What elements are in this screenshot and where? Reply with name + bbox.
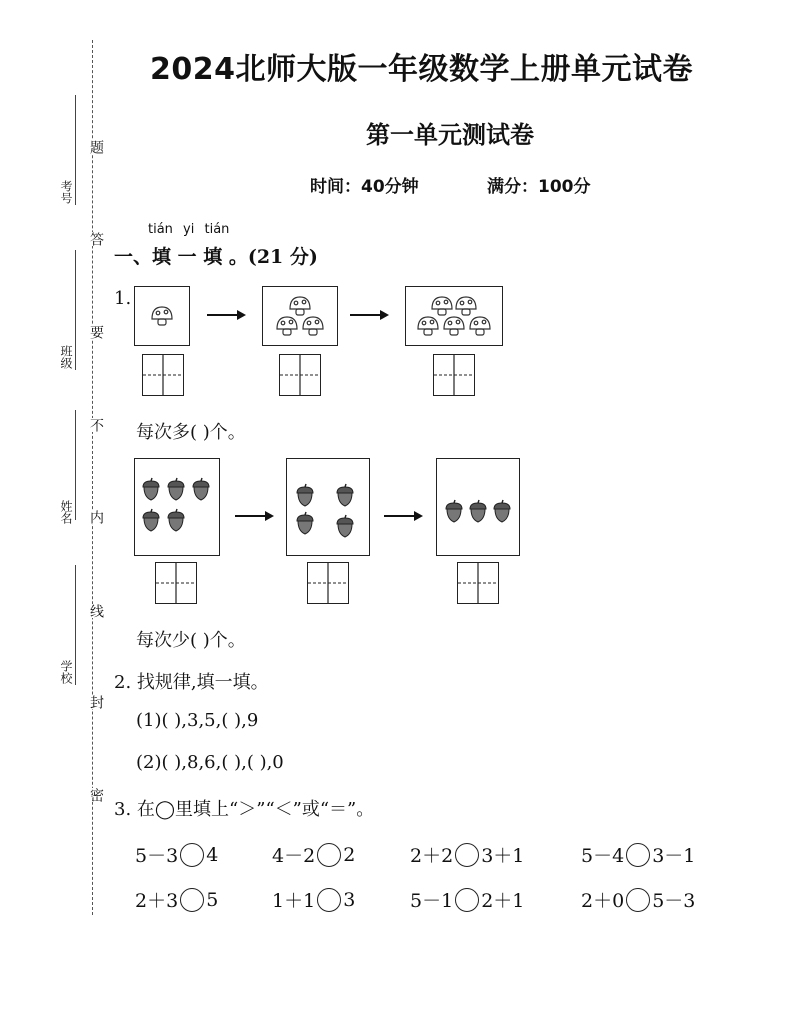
- answer-box[interactable]: [155, 562, 197, 604]
- mushroom-picture-1: [134, 286, 190, 346]
- acorn-icon: [135, 459, 219, 555]
- compare-circle[interactable]: [180, 888, 204, 912]
- right-arrow-icon: [207, 308, 247, 322]
- section-heading: 一、填 一 填 。(21 分): [114, 246, 318, 268]
- compare-circle[interactable]: [626, 888, 650, 912]
- right-arrow-icon: [350, 308, 390, 322]
- school-label: 学校: [59, 660, 73, 684]
- question-2-title: 2. 找规律,填一填。: [114, 672, 269, 693]
- question-3-title: 3. 在◯里填上“＞”“＜”或“＝”。: [114, 799, 375, 820]
- class-label: 班级: [59, 345, 73, 369]
- row2-answer-text: 每次少( )个。: [136, 630, 246, 651]
- comparison-item: 2＋0 5－3: [581, 886, 695, 913]
- question-number: 1.: [114, 288, 132, 309]
- exam-number-label: 考号: [59, 180, 73, 204]
- mushroom-icon: [406, 287, 502, 345]
- margin-char: 不: [88, 418, 104, 432]
- comparison-item: 2＋2 3＋1: [410, 841, 524, 868]
- mushroom-icon: [263, 287, 337, 345]
- answer-box[interactable]: [142, 354, 184, 396]
- acorn-picture-3: [436, 458, 520, 556]
- margin-char: 线: [88, 604, 104, 618]
- acorn-icon: [287, 459, 369, 555]
- acorn-icon: [437, 459, 519, 555]
- row1-answer-text: 每次多( )个。: [136, 422, 246, 443]
- binding-dashed-line: [92, 40, 93, 915]
- right-arrow-icon: [384, 509, 424, 523]
- pinyin-annotation: tián yi tián: [148, 222, 230, 237]
- class-line: [75, 250, 76, 370]
- margin-char: 封: [88, 695, 104, 709]
- right-arrow-icon: [235, 509, 275, 523]
- comparison-item: 5－4 3－1: [581, 841, 695, 868]
- name-line: [75, 410, 76, 520]
- comparison-item: 5－1 2＋1: [410, 886, 524, 913]
- full-score: 满分：100分: [487, 177, 591, 197]
- margin-char: 要: [88, 325, 104, 339]
- comparison-item: 1＋1 3: [272, 888, 356, 912]
- exam-number-line: [75, 95, 76, 205]
- mushroom-picture-2: [262, 286, 338, 346]
- answer-box[interactable]: [307, 562, 349, 604]
- question-2-line-2: (2)( ),8,6,( ),( ),0: [136, 752, 284, 773]
- margin-char: 密: [88, 788, 104, 802]
- comparison-item: 2＋3 5: [135, 888, 219, 912]
- page-title: 2024北师大版一年级数学上册单元试卷: [150, 52, 693, 87]
- question-2-line-1: (1)( ),3,5,( ),9: [136, 710, 259, 731]
- compare-circle[interactable]: [455, 843, 479, 867]
- page-subtitle: 第一单元测试卷: [366, 121, 534, 149]
- comparison-item: 4－2 2: [272, 843, 356, 867]
- comparison-item: 5－3 4: [135, 843, 219, 867]
- answer-box[interactable]: [457, 562, 499, 604]
- acorn-picture-1: [134, 458, 220, 556]
- compare-circle[interactable]: [317, 843, 341, 867]
- answer-box[interactable]: [279, 354, 321, 396]
- name-label: 姓名: [59, 500, 73, 524]
- school-line: [75, 565, 76, 685]
- compare-circle[interactable]: [455, 888, 479, 912]
- acorn-picture-2: [286, 458, 370, 556]
- compare-circle[interactable]: [180, 843, 204, 867]
- margin-char: 内: [88, 510, 104, 524]
- answer-box[interactable]: [433, 354, 475, 396]
- compare-circle[interactable]: [317, 888, 341, 912]
- mushroom-picture-3: [405, 286, 503, 346]
- margin-char: 题: [88, 140, 104, 154]
- compare-circle[interactable]: [626, 843, 650, 867]
- time-limit: 时间：40分钟: [310, 177, 419, 197]
- margin-char: 答: [88, 232, 104, 246]
- mushroom-icon: [135, 287, 189, 345]
